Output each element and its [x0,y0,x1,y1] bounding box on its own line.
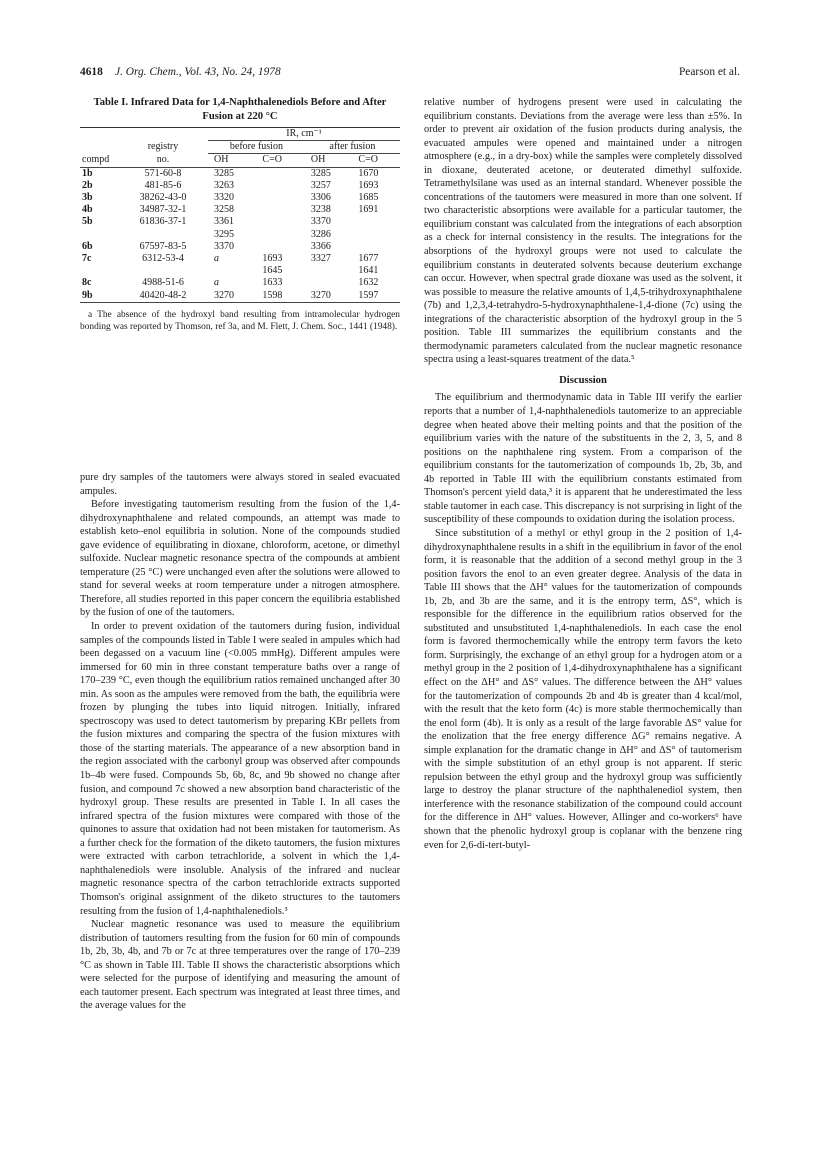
table-row [80,216,400,228]
after-oh-cell: 3286 [310,228,331,240]
after-co-cell: 1677 [358,253,379,265]
before-oh-cell: 3320 [214,192,234,204]
before-co-cell: 1645 [262,265,283,277]
table-1-block [80,96,400,333]
registry-cell: 4988-51-6 [142,277,184,289]
registry-cell: 571-60-8 [144,167,182,179]
before-oh-cell: 3361 [214,216,234,228]
table-1-body [80,167,400,302]
after-oh-cell: 3327 [310,253,331,265]
after-co-cell [352,216,400,228]
table-row [80,192,400,204]
table-row [80,290,400,303]
after-co-cell: 1632 [358,277,379,289]
before-co-cell [256,192,304,204]
table-row [80,167,400,180]
before-co-label: C=O [256,154,304,167]
compound-cell: 3b [82,192,93,204]
compound-cell [80,229,118,241]
registry-cell: 38262-43-0 [139,192,187,204]
after-oh-cell: 3306 [310,192,331,204]
compound-cell [80,265,118,277]
paragraph: Before investigating tautomerism resulting from the fusion of the 1,4-dihydroxynaphthalene and related compounds, an attempt was made to establish keto–enol equilibria in solution. None of the compounds studied gave evidence of equilibrating in dioxane, chloroform, acetone, or dimethyl sulfoxide. Nuclear magnetic resonance spectra of the compounds at ambient temperature (25 °C) were unchanged even after the solutions were allowed to stand for several weeks at room temperature under a nitrogen atmosphere. Therefore, all studies reported in this paper concern the equilibria established by the fusion of one of the tautomers. [80,499,400,619]
before-co-cell: 1693 [262,253,283,265]
table-row [80,253,400,265]
running-authors: Pearson et al. [678,66,740,78]
after-oh-cell [305,277,353,289]
before-co-cell [256,167,304,180]
after-co-cell: 1693 [358,179,379,191]
after-oh-cell: 3366 [310,240,331,252]
registry-cell: 67597-83-5 [139,240,187,252]
after-co-cell [352,241,400,253]
table-row [80,241,400,253]
table-row [80,204,400,216]
after-co-cell: 1670 [358,167,379,179]
compound-cell: 1b [82,167,93,179]
compound-cell: 4b [82,204,93,216]
before-oh-cell: 3370 [214,240,234,252]
before-oh-cell: a [214,253,219,265]
left-column-text [80,471,400,1013]
registry-label: registry [147,140,179,152]
paragraph: The equilibrium and thermodynamic data in Table III verify the earlier reports that a number of 1,4-naphthalenediols tautomerize to an appreciable degree when heated above their melting points and that the position of the equilibrium varies with the nature of the substituents in the 2, 3, 5, and 8 positions on the naphthalene ring system. From a comparison of the equilibrium constants for the tautomerization of compounds 1b, 2b, 3b, and 4b reported in Table III with the equilibrium constants estimated from Thomson's percent yield data,³ it is apparent that he underestimated the less stable tautomer in each case. This discrepancy is not surprising in light of the susceptibility of these compounds to oxidation during the isolation process. [424,392,742,526]
page-header [80,66,740,82]
after-co-cell: 1685 [358,192,379,204]
before-co-cell: 1633 [262,277,283,289]
after-oh-label: OH [305,154,353,167]
page-number: 4618 [80,66,103,78]
after-co-cell: 1691 [358,204,379,216]
registry-cell: 481-85-6 [144,179,182,191]
before-co-cell [256,241,304,253]
after-co-cell: 1597 [352,290,400,303]
table-row [80,229,400,241]
registry-cell: 40420-48-2 [118,290,208,303]
compound-cell: 8c [82,277,92,289]
after-oh-cell: 3270 [305,290,353,303]
table-row [80,277,400,289]
registry-cell [118,229,208,241]
before-oh-cell: 3295 [214,228,234,240]
before-oh-cell: 3285 [214,167,234,179]
before-oh-cell: 3258 [214,204,234,216]
paragraph: Since substitution of a methyl or ethyl group in the 2 position of 1,4-dihydroxynaphthalene results in a shift in the equilibrium in favor of the enol form, it is reasonable that the addition of a second methyl group in the 3 position favors the enol to an even greater degree. Analysis of the data in Table III shows that the ΔH° values for the tautomerization of compounds 1b, 2b, and 3b are the same, and it is the entropy term, ΔS°, which is responsible for the difference in the equilibrium ratios observed for the substituted and unsubstituted 1,4-naphthalenediols. In each case the enol form is favored thermochemically while the entropy term favors the keto form. Surprisingly, the exchange of an ethyl group for a hydrogen atom or a methyl group in the 2 position of 1,4-dihydroxynaphthalene has a significant effect on the ΔH° and ΔS° values. The difference between the ΔH° values for the tautomerization of compounds 2b and 4b is greater than 4 kcal/mol, with the result that the keto form (4c) is more stable thermochemically than the enol form (4b). It is only as a result of the large favorable ΔS° value for the enolization that the free energy difference ΔG° remains negative. A simple explanation for the dramatic change in ΔH° and ΔS° of tautomerism with the simple substitution of an ethyl group is not apparent. If steric repulsion between the ethyl group and the hydroxyl group was sufficiently large to destroy the planar structure of the naphthalenediol system, then interference with the resonance stabilization of the compound could account for the difference in ΔH° values. However, Allinger and co-workers⁶ have shown that the phenolic hydroxyl group is coplanar with the benzene ring even for 2,6-di-tert-butyl- [424,527,742,851]
before-oh-label: OH [208,154,256,167]
after-co-cell: 1641 [358,265,379,277]
before-co-cell [256,180,304,192]
before-oh-cell: 3263 [214,179,234,191]
compound-cell: 7c [82,253,92,265]
after-co-cell [352,229,400,241]
paragraph: relative number of hydrogens present were used in calculating the equilibrium constants. Deviations from the average were less than ±5%. In order to prevent air oxidation of the fusion products during analysis, the evacuated ampules were opened and maintained under a nitrogen atmosphere (e.g., in a dry-box) while the samples were completely dissolved in dioxane, deuterated acetone, or deuterated dimethyl sulfoxide. Tetramethylsilane was used as an internal standard. Whenever possible the concentrations of the tautomers were measured in more than one solvent. If two characteristic absorptions were available for a particular tautomer, the equilibrium constant was calculated from the integrations of each absorption as a check for internal consistency in the results. The integrations for the absorptions of the hydroxyl groups were not used to calculate the equilibrium constants in deuterated solvents because deuterium exchange can occur. However, when spectral grade dioxane was used as the solvent, it was possible to measure the relative amounts of 1,4,5-trihydroxynaphthalene (7b) and 1,2,3,4-tetrahydro-5-hydroxynaphthalene-1,4-dione (7c) using the integrations of the characteristic absorption of the hydroxyl group in the 5 position. Table III summarizes the equilibrium constants and the thermodynamic parameters calculated from the nuclear magnetic resonance spectra using a least-squares treatment of the data.⁵ [424,97,742,366]
ir-header: IR, cm⁻¹ [208,128,400,141]
paragraph: In order to prevent oxidation of the tautomers during fusion, individual samples of the compounds listed in Table I were sealed in ampules which had been degassed on a vacuum line (<0.005 mmHg). Different ampules were immersed for 60 min in three constant temperature baths over a range of 170–239 °C, even though the equilibrium ratios remained unchanged after 30 min. As soon as the ampules were removed from the bath, the equilibria were frozen by plunging the tubes into liquid nitrogen. Initially, infrared spectroscopy was used to detect tautomerism by preparing KBr pellets from the fusion mixtures and comparing the spectra of the fusion mixtures with those of the starting materials. The appearance of a new absorption band in the region associated with the carbonyl group was observed after compounds 1b–4b were fused. Compounds 5b, 6b, 8c, and 9b showed no change after fusion, and compound 7c showed a new absorption band characteristic of the hydroxyl group. These results are presented in Table I. In all cases the infrared spectra of the fusion mixtures were compared with those of the quinones to assure that oxidation had not been mistaken for tautomerism. As a further check for the formation of the diketo tautomers, the fusion mixtures were extracted with carbon tetrachloride, a solvent in which the 1,4-naphthalenediols were insoluble. Analysis of the infrared and nuclear magnetic resonance spectra of the carbon tetrachloride extracts supported Thomson's original assignment of the diketo structures to the tautomers resulting from the fusion of 1,4-naphthalenediols.³ [80,621,400,917]
before-co-cell [256,229,304,241]
journal-citation [115,66,281,78]
compound-cell: 5b [82,216,93,228]
after-co-label: C=O [352,154,400,167]
journal-name: J. Org. Chem., Vol. 43, No. 24, 1978 [115,66,281,78]
table-row [80,180,400,192]
after-oh-cell: 3257 [310,179,331,191]
compound-cell: 9b [80,290,118,303]
section-heading-discussion: Discussion [559,374,607,386]
registry-cell [118,265,208,277]
before-co-cell [256,204,304,216]
after-oh-cell: 3285 [310,167,331,179]
table-1-caption: Table I. Infrared Data for 1,4-Naphthalenediols Before and After Fusion at 220 °C [93,97,387,122]
registry-no-label: no. [118,154,208,167]
before-oh-cell: a [214,277,219,289]
before-oh-cell: 3270 [208,290,256,303]
right-column-text [424,96,742,852]
compound-cell: 2b [82,179,93,191]
after-fusion-label: after fusion [305,141,400,154]
after-oh-cell [305,265,353,277]
paragraph: Nuclear magnetic resonance was used to measure the equilibrium distribution of tautomers resulting from the fusion for 60 min of compounds 1b, 2b, 3b, 4b, and 7b or 7c at three temperatures over the range of 170–239 °C as shown in Table III. Table II shows the characteristic absorptions which were selected for the purpose of identifying and measuring the amount of each tautomer present. Each spectrum was integrated at least three times, and the average values for the [80,919,400,1012]
before-fusion-label: before fusion [208,141,305,154]
registry-cell: 6312-53-4 [142,253,184,265]
table-1 [80,127,400,303]
registry-cell: 61836-37-1 [139,216,187,228]
before-oh-cell [208,265,256,277]
registry-cell: 34987-32-1 [139,204,187,216]
table-1-footnote: a The absence of the hydroxyl band resulting from intramolecular hydrogen bonding was reported by Thomson, ref 3a, and M. Flett, J. Chem. Soc., 1441 (1948). [80,309,400,332]
paragraph: pure dry samples of the tautomers were always stored in sealed evacuated ampules. [80,472,400,497]
table-row [80,265,400,277]
before-co-cell [256,216,304,228]
after-oh-cell: 3370 [310,216,331,228]
compound-cell: 6b [82,240,93,252]
before-co-cell: 1598 [256,290,304,303]
after-oh-cell: 3238 [310,204,331,216]
compd-label: compd [80,154,118,167]
